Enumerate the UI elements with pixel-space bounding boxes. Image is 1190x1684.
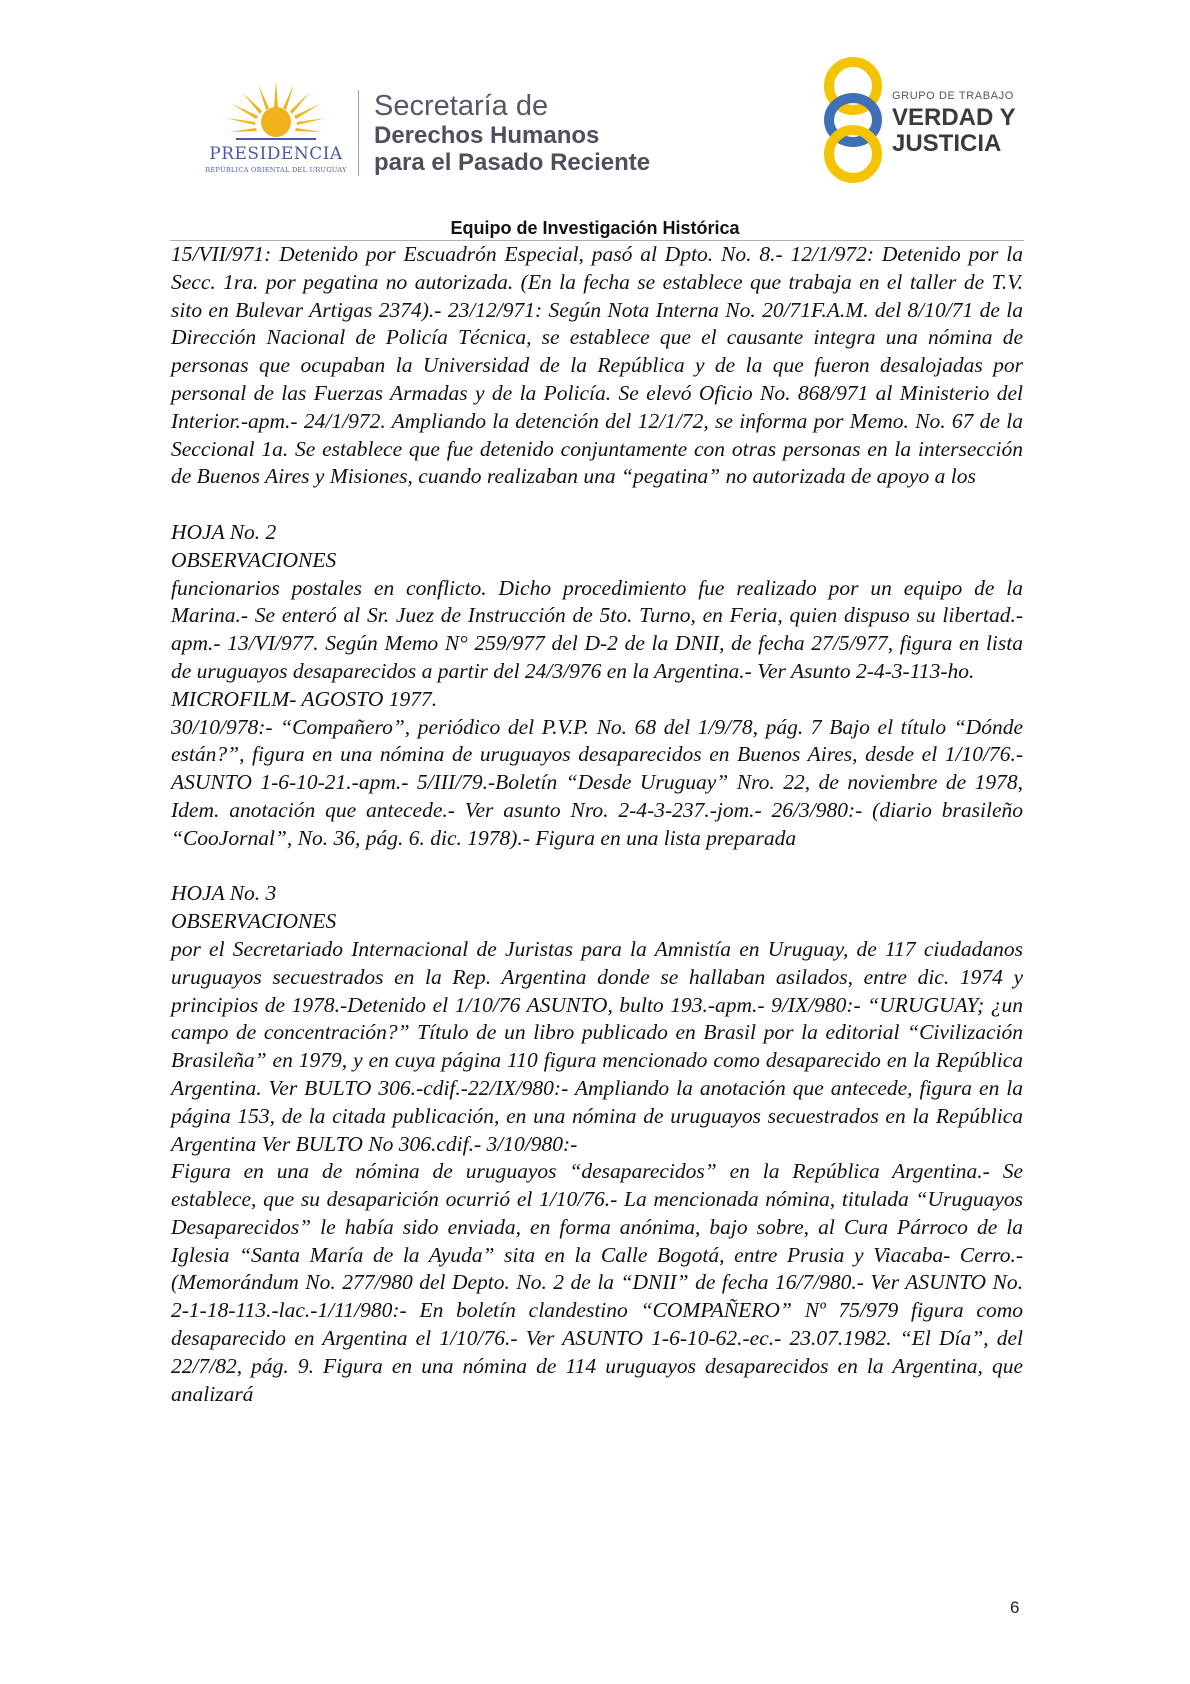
secretaria-line-2: Derechos Humanos — [374, 122, 600, 149]
paragraph-1: 15/VII/971: Detenido por Escuadrón Especial, pasó al Dpto. No. 8.- 12/1/972: Detenido por la Secc. 1ra. por pegatina no autorizada. (En la fecha se establece que trabaja en el taller de T.V. sito en Bulevar Artigas 2374).- 23/12/971: Según Nota Interna No. 20/71F.A.M. del 8/10/71 de la Dirección Nacional de Policía Técnica, se establece que el causante integra una nómina de personas que ocupaban la Universidad de la República y de la que fueron desalojadas por personal de las Fuerzas Armadas y de la Policía. Se elevó Oficio No. 868/971 al Ministerio del Interior.-apm.- 24/1/972. Ampliando la detención del 12/1/72, se informa por Memo. No. 67 de la Seccional 1a. Se establece que fue detenido conjuntamente con otras personas en la intersección de Buenos Aires y Misiones, cuando realizaban una “pegatina” no autorizada de apoyo a los — [171, 242, 1023, 489]
presidencia-subtitle: REPÚBLICA ORIENTAL DEL URUGUAY — [205, 166, 347, 174]
page-header — [0, 0, 1190, 200]
paragraph-4: por el Secretariado Internacional de Juristas para la Amnistía en Uruguay, de 117 ciudadanos uruguayos secuestrados en la Rep. Argentina donde se hallaban asilados, entre dic. 1974 y principios de 1978.-Detenido el 1/10/76 ASUNTO, bulto 193.-apm.- 9/IX/980:- “URUGUAY; ¿un campo de concentración?” Título de un libro publicado en Brasil por la editorial “Civilización Brasileña” en 1979, y en cuya página 110 figura mencionado como desaparecido en la República Argentina. Ver BULTO 306.-cdif.-22/IX/980:- Ampliando la anotación que antecede, figura en la página 153, de la citada publicación, en una nómina de uruguayos secuestrados en la República Argentina Ver BULTO No 306.cdif.- 3/10/980:- — [171, 936, 1023, 1156]
verdad-justicia-logo — [820, 56, 1030, 186]
secretaria-logo — [374, 90, 650, 176]
hoja-3-heading: HOJA No. 3 — [171, 881, 277, 906]
hoja-2-heading: HOJA No. 2 — [171, 519, 277, 544]
secretaria-line-3: para el Pasado Reciente — [374, 149, 651, 176]
logo-divider — [358, 90, 359, 176]
page-number: 6 — [1010, 1598, 1020, 1617]
secretaria-line-1: Secretaría de — [374, 90, 549, 122]
paragraph-3: 30/10/978:- “Compañero”, periódico del P.V.P. No. 68 del 1/9/78, pág. 7 Bajo el título “Dónde están?”, figura en una nómina de uruguayos desaparecidos en Buenos Aires, desde el 1/10/76.- ASUNTO 1-6-10-21.-apm.- 5/III/79.-Boletín “Desde Uruguay” Nro. 22, de noviembre de 1978, Idem. anotación que antecede.- Ver asunto Nro. 2-4-3-237.-jom.- 26/3/980:- (diario brasileño “CooJornal”, No. 36, pág. 6. dic. 1978).- Figura en una lista preparada — [171, 714, 1023, 850]
observaciones-2-heading: OBSERVACIONES — [171, 547, 337, 572]
team-title: Equipo de Investigación Histórica — [450, 218, 740, 238]
linked-rings-icon — [820, 56, 890, 186]
grupo-trabajo-label: GRUPO DE TRABAJO — [892, 90, 1014, 102]
verdad-label: VERDAD Y — [892, 104, 1016, 131]
presidencia-wordmark: PRESIDENCIA — [209, 144, 343, 164]
observaciones-3-heading: OBSERVACIONES — [171, 909, 337, 934]
paragraph-2: funcionarios postales en conflicto. Dicho procedimiento fue realizado por un equipo de la Marina.- Se enteró al Sr. Juez de Instrucción de 5to. Turno, en Feria, quien dispuso su libertad.-apm.- 13/VI/977. Según Memo N° 259/977 del D-2 de la DNII, de fecha 27/5/977, figura en lista de uruguayos desaparecidos a partir del 24/3/976 en la Argentina.- Ver Asunto 2-4-3-113-ho. — [171, 575, 1023, 683]
microfilm-line: MICROFILM- AGOSTO 1977. — [171, 686, 438, 711]
spacer — [171, 853, 1023, 881]
document-body — [171, 241, 1023, 1408]
presidencia-logo — [196, 78, 356, 178]
justicia-label: JUSTICIA — [892, 130, 1002, 157]
spacer — [171, 491, 1023, 519]
sun-emblem-icon — [196, 78, 356, 148]
paragraph-5: Figura en una de nómina de uruguayos “desaparecidos” en la República Argentina.- Se establece, que su desaparición ocurrió el 1/10/76.- La mencionada nómina, titulada “Uruguayos Desaparecidos” le había sido enviada, en forma anónima, bajo sobre, al Cura Párroco de la Iglesia “Santa María de la Ayuda” sita en la Calle Bogotá, entre Prusia y Viacaba- Cerro.- (Memorándum No. 277/980 del Depto. No. 2 de la “DNII” de fecha 16/7/980.- Ver ASUNTO No. 2-1-18-113.-lac.-1/11/980:- En boletín clandestino “COMPAÑERO” Nº 75/979 figura como desaparecido en Argentina el 1/10/76.- Ver ASUNTO 1-6-10-62.-ec.- 23.07.1982. “El Día”, del 22/7/82, pág. 9. Figura en una nómina de 114 uruguayos desaparecidos en la Argentina, que analizará — [171, 1159, 1023, 1406]
